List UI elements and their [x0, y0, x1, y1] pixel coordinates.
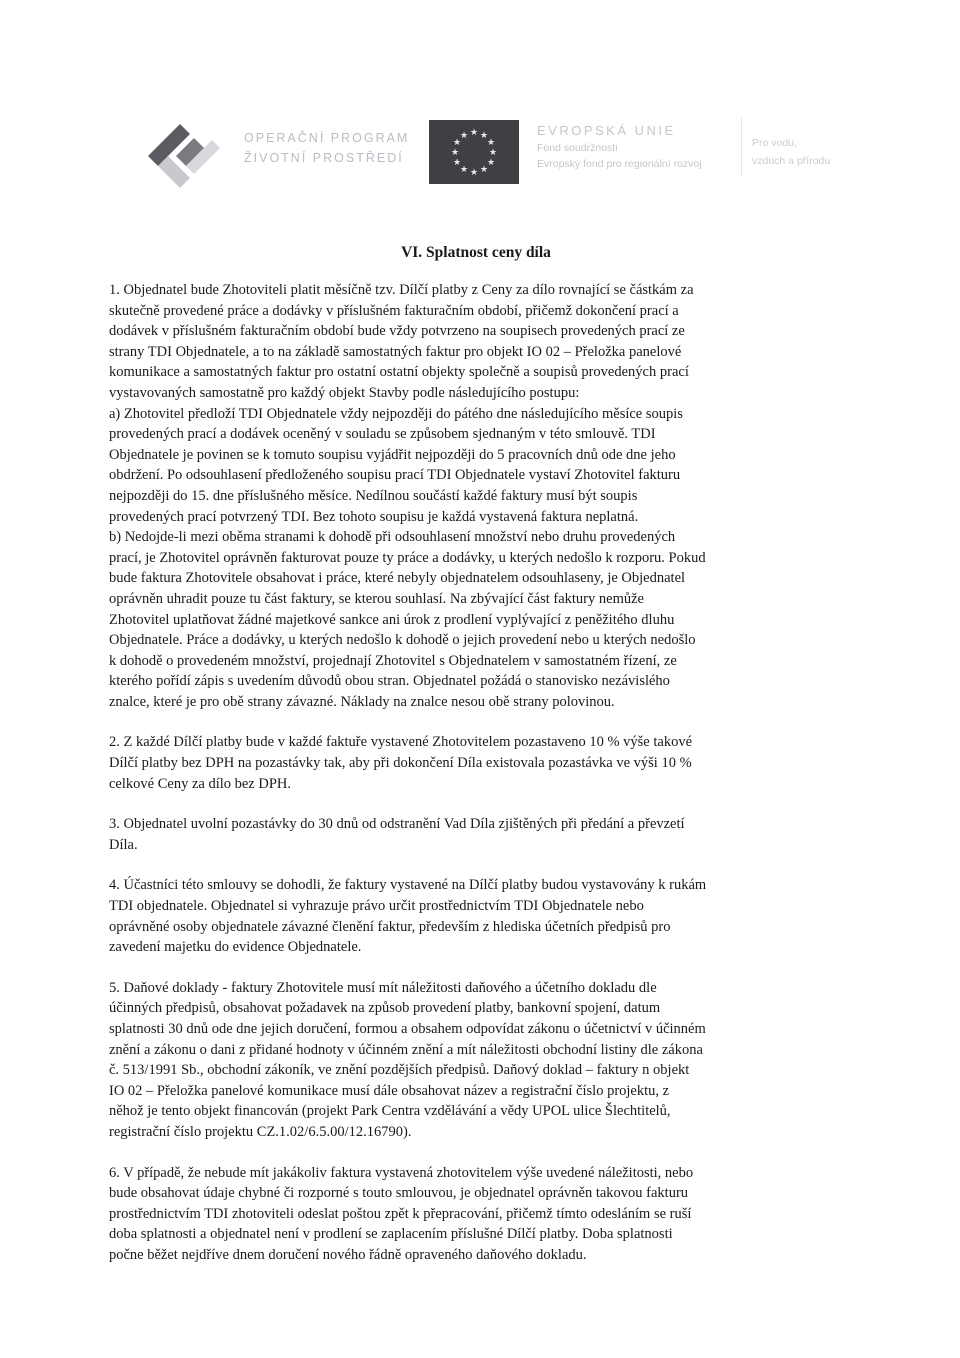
paragraph-line: obdržení. Po odsouhlasení předloženého soupisu prací TDI Objednatele vystaví Zhotovitel fakturu	[109, 467, 681, 484]
eu-funding-text	[537, 122, 702, 172]
svg-text:★: ★	[469, 128, 479, 138]
paragraph-line: registrační číslo projektu CZ.1.02/6.5.00/12.16790).	[109, 1123, 412, 1140]
paragraph-line: b) Nedojde-li mezi oběma stranami k dohodě při odsouhlasení množství nebo druhu provedených	[109, 529, 676, 546]
op-zp-logo-icon	[140, 116, 226, 202]
paragraph-line: Objednatele je povinen se k tomuto soupisu vyjádřit nejpozději do 5 pracovních dnů ode dne jeho	[109, 446, 676, 463]
paragraph-list	[109, 280, 843, 1266]
paragraph-line: splatnosti 30 dnů ode dne jejich doručení, formou a obsahem odpovídat zákonu o účetnictví v účinném	[109, 1021, 706, 1037]
slogan-line-1: Pro vodu,	[752, 137, 797, 149]
svg-text:★: ★	[486, 158, 496, 168]
paragraph-line: TDI objednatele. Objednatel si vyhrazuje právo určit prostřednictvím TDI Objednatele nebo	[109, 898, 644, 915]
paragraph-line: doba splatnosti a objednatel není v prodlení se zaplacením příslušné Dílčí platby. Doba splatnosti	[109, 1226, 673, 1243]
paragraph-line: znění a zákonu o dani z přidané hodnoty v účinném znění a mít náležitosti obchodní listiny dle zákona	[109, 1041, 703, 1058]
svg-text:★: ★	[459, 165, 469, 175]
eu-flag-icon	[429, 120, 519, 184]
paragraph-line: počne běžet nejdříve dnem doručení nového řádně opraveného daňového dokladu.	[109, 1246, 587, 1263]
section-content	[109, 244, 843, 1286]
paragraph-line: vystavovaných samostatně pro každý objekt Stavby podle následujícího postupu:	[109, 384, 580, 401]
program-line-2: ŽIVOTNÍ PROSTŘEDÍ	[244, 151, 404, 165]
paragraph-line: zavedení majetku do evidence Objednatele.	[109, 939, 362, 956]
paragraph-line: Objednatele. Práce a dodávky, u kterých nedošlo k dohodě o jejich provedení nebo u kterých nedošlo	[109, 632, 696, 649]
paragraph-line: oprávněné osoby objednatele závazné členění faktur, především z hlediska účetních předpisů pro	[109, 918, 671, 935]
svg-text:★: ★	[452, 158, 462, 168]
svg-text:★: ★	[450, 148, 460, 158]
eu-line-1: EVROPSKÁ UNIE	[537, 123, 676, 138]
svg-text:★: ★	[479, 131, 489, 141]
paragraph-line: nejpozději do 15. dne příslušného měsíce. Nedílnou součástí každé faktury musí být soupis	[109, 487, 638, 504]
paragraph-line: komunikace a samostatných faktur pro ostatní ostatní objekty společně a soupisů provedených prací	[109, 364, 689, 381]
paragraph-line: oprávněn uhradit pouze tu část faktury, se kterou souhlasí. Na zbývající část faktury nemůže	[109, 590, 644, 607]
svg-text:★: ★	[452, 138, 462, 148]
paragraph-line: 5. Daňové doklady - faktury Zhotovitele musí mít náležitosti daňového a účetního dokladu dle	[109, 979, 657, 996]
paragraph-line: Dílčí platby bez DPH na pozastávky tak, aby při dokončení Díla existovala pozastávka ve výši 10 %	[109, 755, 692, 772]
paragraph-line: účinných předpisů, obsahovat požadavek na způsob provedení platby, bankovní spojení, datum	[109, 1000, 661, 1017]
paragraph-line: celkové Ceny za dílo bez DPH.	[109, 775, 292, 792]
slogan-line-2: vzduch a přírodu	[752, 155, 831, 167]
svg-text:★: ★	[459, 131, 469, 141]
header-logos	[140, 108, 860, 198]
section-title: VI. Splatnost ceny díla	[401, 244, 551, 261]
paragraph-line: bude obsahovat údaje chybné či rozporné s touto smlouvou, je objednatel oprávněn takovou fakturu	[109, 1185, 689, 1202]
paragraph-line: prostřednictvím TDI zhotoviteli odeslat poštou zpět k přepracování, přičemž tímto odesláním se ruší	[109, 1205, 692, 1222]
paragraph-line: strany TDI Objednatele, a to na základě samostatných faktur pro objekt IO 02 – Přeložka panelové	[109, 343, 682, 360]
slogan	[752, 134, 830, 170]
paragraph-line: provedených prací a dodávek oceněný v souladu se způsobem sjednaným v této smlouvě. TDI	[109, 426, 656, 443]
paragraph-line: provedených prací potvrzený TDI. Bez tohoto soupisu je každá vystavená faktura neplatná.	[109, 508, 639, 525]
paragraph-line: Díla.	[109, 836, 138, 853]
paragraph-line: skutečně provedené práce a dodávky v příslušném fakturačním období, přičemž dokončení prací a	[109, 302, 679, 319]
paragraph-line: prací, je Zhotovitel oprávněn fakturovat pouze ty práce a dodávky, u kterých nedošlo k rozporu. Pokud	[109, 549, 706, 566]
paragraph-line: 2. Z každé Dílčí platby bude v každé faktuře vystavené Zhotovitelem pozastaveno 10 % výše takové	[109, 734, 693, 751]
paragraph-line: bude faktura Zhotovitele obsahovat i práce, které nebyly objednatelem odsouhlaseny, je Objednatel	[109, 570, 686, 587]
paragraph-4	[109, 875, 843, 957]
program-line-1: OPERAČNÍ PROGRAM	[244, 131, 410, 145]
eu-line-3: Evropský fond pro regionální rozvoj	[537, 158, 702, 170]
paragraph-1	[109, 280, 843, 712]
paragraph-line: a) Zhotovitel předloží TDI Objednatele vždy nejpozději do pátého dne následujícího měsíce soupis	[109, 405, 683, 422]
paragraph-line: k dohodě o provedeném množství, projednají Zhotovitel s Objednatelem v samostatném řízení, ze	[109, 652, 677, 669]
paragraph-line: 3. Objednatel uvolní pozastávky do 30 dnů od odstranění Vad Díla zjištěných při předání a převzetí	[109, 816, 685, 833]
paragraph-6	[109, 1163, 843, 1266]
svg-text:★: ★	[469, 168, 479, 178]
program-name	[244, 128, 409, 168]
paragraph-line: Zhotovitel uplatňovat žádné majetkové sankce ani úrok z prodlení vyplývající z peněžitého dluhu	[109, 611, 675, 628]
paragraph-line: 1. Objednatel bude Zhotoviteli platit měsíčně tzv. Dílčí platby z Ceny za dílo rovnající se částkám za	[109, 282, 694, 298]
paragraph-line: IO 02 – Přeložka panelové komunikace musí dále obsahovat název a registrační číslo projektu, z	[109, 1082, 670, 1099]
paragraph-line: dodávek v příslušném fakturačním období bude vždy potvrzeno na soupisech provedených prací ze	[109, 323, 685, 340]
paragraph-5	[109, 978, 843, 1143]
svg-text:★: ★	[479, 165, 489, 175]
eu-line-2: Fond soudržnosti	[537, 142, 618, 154]
paragraph-2	[109, 732, 843, 794]
svg-text:★: ★	[486, 138, 496, 148]
paragraph-line: č. 513/1991 Sb., obchodní zákoník, ve znění pozdějších předpisů. Daňový doklad – faktury n objekt	[109, 1062, 690, 1079]
paragraph-3	[109, 814, 843, 855]
paragraph-line: něhož je tento objekt financován (projekt Park Centra vzdělávání a vědy UPOL ulice Šlechtitelů,	[109, 1103, 671, 1120]
paragraph-line: kterého pořídí zápis s uvedením důvodů obou stran. Objednatel požádá o stanovisko nezávislého	[109, 673, 670, 690]
header-divider	[741, 118, 742, 176]
paragraph-line: 4. Účastníci této smlouvy se dohodli, že faktury vystavené na Dílčí platby budou vystavovány k rukám	[109, 877, 707, 894]
paragraph-line: 6. V případě, že nebude mít jakákoliv faktura vystavená zhotovitelem výše uvedené náležitosti, nebo	[109, 1164, 694, 1181]
svg-text:★: ★	[488, 148, 498, 158]
paragraph-line: znalce, které je pro obě strany závazné. Náklady na znalce nesou obě strany polovinou.	[109, 693, 615, 710]
